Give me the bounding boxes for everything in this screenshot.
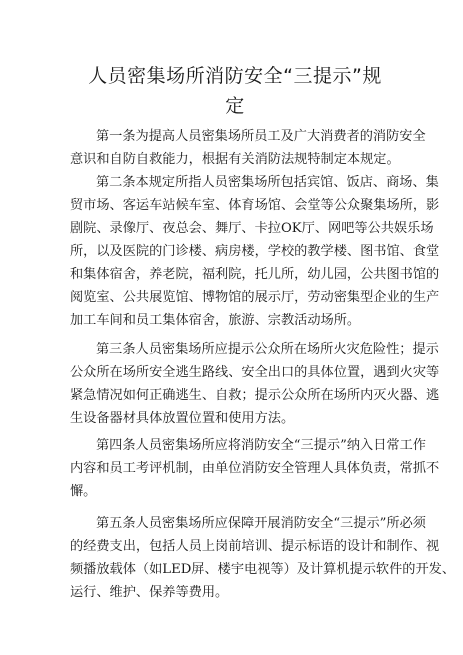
- article-3-line-2: 公众所在场所安全逃生路线、安全出口的具体位置，遇到火灾等: [70, 365, 440, 380]
- article-2-line-1: 第二条本规定所指人员密集场所包括宾馆、饭店、商场、集: [96, 175, 439, 190]
- document-title-line-1: 人员密集场所消防安全“三提示”规: [88, 65, 382, 87]
- article-1-line-1: 第一条为提高人员密集场所员工及广大消费者的消防安全: [96, 129, 426, 144]
- article-2-line-3: 剧院、录像厅、夜总会、舞厅、卡拉OK厅、网吧等公共娱乐场: [70, 221, 434, 236]
- article-2-line-4: 所，以及医院的门诊楼、病房楼，学校的教学楼、图书馆、食堂: [70, 244, 440, 259]
- article-2-line-7: 加工车间和员工集体宿舍，旅游、宗教活动场所。: [70, 313, 361, 328]
- article-3-line-4: 生设备器材具体放置位置和使用方法。: [70, 411, 295, 426]
- article-2-line-5: 和集体宿舍，养老院，福利院，托儿所，幼儿园，公共图书馆的: [70, 267, 440, 282]
- article-4-line-1: 第四条人员密集场所应将消防安全“三提示”纳入日常工作: [96, 438, 426, 453]
- article-3-line-1: 第三条人员密集场所应提示公众所在场所火灾危险性；提示: [96, 342, 439, 357]
- article-5-line-1: 第五条人员密集场所应保障开展消防安全“三提示”所必须: [96, 516, 426, 531]
- article-4-line-2: 内容和员工考评机制，由单位消防安全管理人具体负责，常抓不: [70, 461, 440, 476]
- article-5-line-4: 运行、维护、保养等费用。: [70, 585, 229, 600]
- article-2-line-2: 贸市场、客运车站候车室、体育场馆、会堂等公众聚集场所，影: [70, 198, 440, 213]
- article-5-line-2: 的经费支出，包括人员上岗前培训、提示标语的设计和制作、视: [70, 539, 440, 554]
- document-title-line-2: 定: [225, 95, 245, 117]
- article-2-line-6: 阅览室、公共展览馆、博物馆的展示厅，劳动密集型企业的生产: [70, 290, 440, 305]
- article-3-line-3: 紧急情况如何正确逃生、自救；提示公众所在场所内灭火器、逃: [70, 388, 440, 403]
- article-5-line-3: 频播放载体（如LED屏、楼宇电视等）及计算机提示软件的开发、: [70, 562, 456, 577]
- article-1-line-2: 意识和自防自救能力，根据有关消防法规特制定本规定。: [70, 152, 400, 167]
- article-4-line-3: 懈。: [70, 484, 97, 499]
